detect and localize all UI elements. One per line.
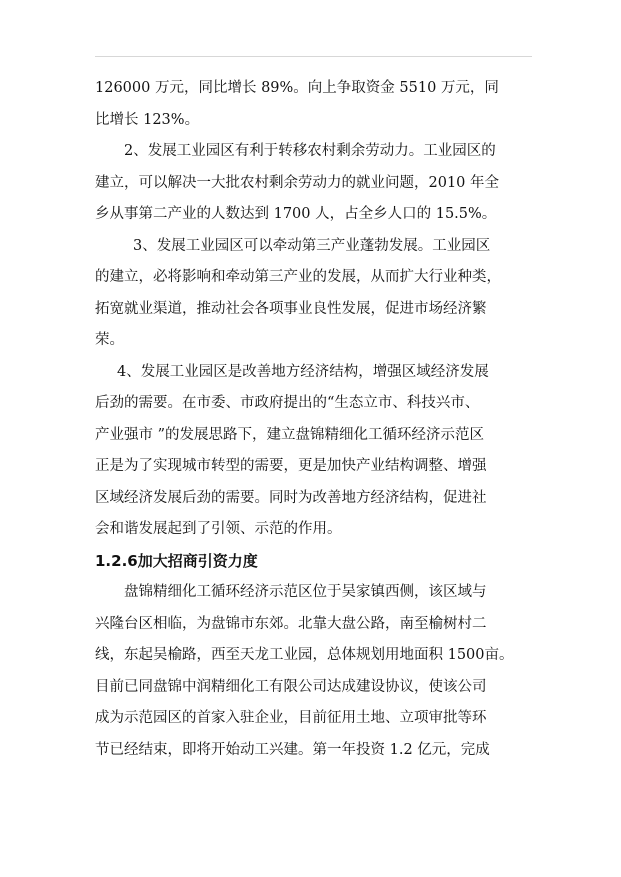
text-line: 126000 万元，同比增长 89%。向上争取资金 5510 万元，同 bbox=[95, 80, 499, 96]
document-body bbox=[95, 73, 540, 766]
text-line: 节已经结束，即将开始动工兴建。第一年投资 1.2 亿元，完成 bbox=[95, 741, 490, 758]
text-line: 比增长 123%。 bbox=[95, 111, 200, 128]
paragraph-5-start: 盘锦精细化工循环经济示范区位于吴家镇西侧，该区域与 bbox=[124, 584, 487, 600]
text-line: 会和谐发展起到了引领、示范的作用。 bbox=[95, 521, 342, 537]
header-rule bbox=[95, 56, 532, 57]
text-line: 荣。 bbox=[95, 332, 124, 348]
section-heading: 1.2.6加大招商引资力度 bbox=[95, 551, 258, 570]
text-line: 线，东起吴榆路，西至天龙工业园，总体规划用地面积 1500亩。 bbox=[95, 647, 514, 663]
text-line: 拓宽就业渠道，推动社会各项事业良性发展，促进市场经济繁 bbox=[95, 300, 487, 317]
paragraph-3-start: 3、发展工业园区可以牵动第三产业蓬勃发展。工业园区 bbox=[133, 237, 491, 254]
text-line: 兴隆台区相临，为盘锦市东郊。北靠大盘公路，南至榆树村二 bbox=[95, 615, 487, 632]
text-line: 的建立，必将影响和牵动第三产业的发展，从而扩大行业种类， bbox=[95, 269, 501, 285]
paragraph-2-start: 2、发展工业园区有利于转移农村剩余劳动力。工业园区的 bbox=[124, 143, 496, 159]
text-line: 后劲的需要。在市委、市政府提出的“生态立市、科技兴市、 bbox=[95, 395, 480, 411]
text-line: 建立，可以解决一大批农村剩余劳动力的就业问题，2010 年全 bbox=[95, 174, 500, 191]
text-line: 正是为了实现城市转型的需要，更是加快产业结构调整、增强 bbox=[95, 458, 487, 474]
text-line: 乡从事第二产业的人数达到 1700 人，占全乡人口的 15.5%。 bbox=[95, 206, 497, 222]
text-line: 目前已同盘锦中润精细化工有限公司达成建设协议，使该公司 bbox=[95, 678, 487, 695]
text-line: 成为示范园区的首家入驻企业，目前征用土地、立项审批等环 bbox=[95, 710, 487, 726]
text-line: 区域经济发展后劲的需要。同时为改善地方经济结构，促进社 bbox=[95, 489, 487, 506]
text-line: 产业强市 ”的发展思路下，建立盘锦精细化工循环经济示范区 bbox=[95, 426, 485, 443]
paragraph-4-start: 4、发展工业园区是改善地方经济结构，增强区域经济发展 bbox=[117, 363, 489, 380]
